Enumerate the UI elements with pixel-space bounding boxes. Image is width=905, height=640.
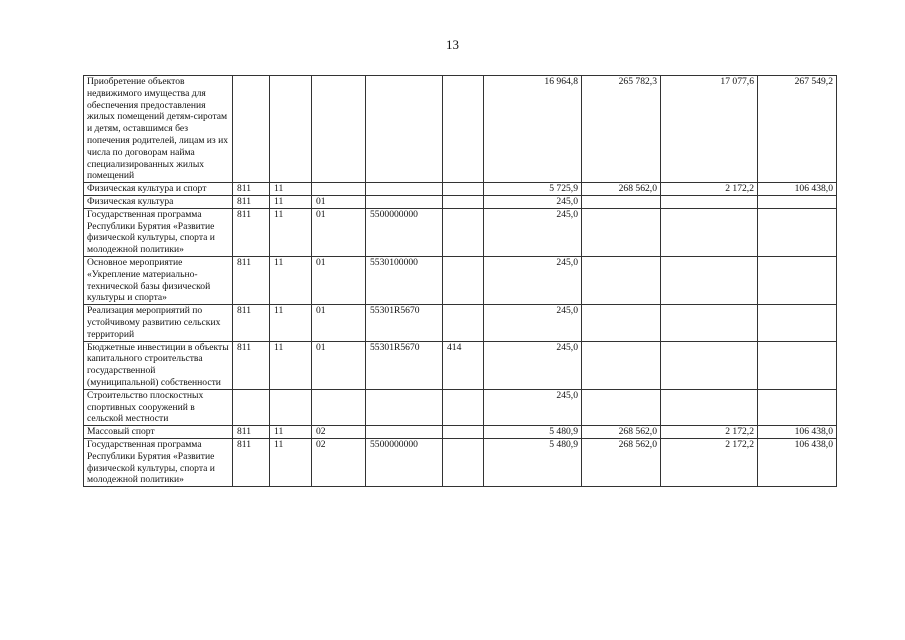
row-name-cell: Государственная программа Республики Бурятия «Развитие физической культуры, спорта и молодежной политики» <box>84 208 233 256</box>
grbs-code-cell: 811 <box>233 438 270 486</box>
amount-cell-1: 245,0 <box>484 195 582 208</box>
amount-cell-1: 16 964,8 <box>484 76 582 183</box>
grbs-code-cell: 811 <box>233 305 270 341</box>
amount-cell-4: 106 438,0 <box>758 426 837 439</box>
amount-cell-2: 268 562,0 <box>582 183 661 196</box>
amount-cell-1: 245,0 <box>484 305 582 341</box>
amount-cell-3 <box>661 256 758 304</box>
section-code-cell: 11 <box>270 438 312 486</box>
amount-cell-2 <box>582 256 661 304</box>
expense-type-cell <box>443 76 484 183</box>
table-row <box>84 389 837 425</box>
row-name-cell: Физическая культура и спорт <box>84 183 233 196</box>
amount-cell-3: 17 077,6 <box>661 76 758 183</box>
subsection-code-cell: 01 <box>312 195 366 208</box>
section-code-cell <box>270 76 312 183</box>
amount-cell-4: 106 438,0 <box>758 438 837 486</box>
grbs-code-cell: 811 <box>233 208 270 256</box>
amount-cell-4 <box>758 341 837 389</box>
table-body <box>84 76 837 487</box>
page-number: 13 <box>446 37 459 52</box>
row-name-cell: Приобретение объектов недвижимого имущества для обеспечения предоставления жилых помещений детям-сиротам и детям, оставшимся без попечения родителей, лицам из их числа по договорам найма специализированных жилых помещений <box>84 76 233 183</box>
subsection-code-cell: 01 <box>312 256 366 304</box>
table-row <box>84 305 837 341</box>
target-article-cell: 55301R5670 <box>366 341 443 389</box>
amount-cell-3 <box>661 208 758 256</box>
target-article-cell: 5530100000 <box>366 256 443 304</box>
subsection-code-cell: 02 <box>312 426 366 439</box>
expense-type-cell <box>443 438 484 486</box>
target-article-cell <box>366 183 443 196</box>
amount-cell-1: 245,0 <box>484 341 582 389</box>
row-name-cell: Реализация мероприятий по устойчивому развитию сельских территорий <box>84 305 233 341</box>
section-code-cell: 11 <box>270 426 312 439</box>
subsection-code-cell <box>312 389 366 425</box>
section-code-cell: 11 <box>270 256 312 304</box>
subsection-code-cell: 02 <box>312 438 366 486</box>
section-code-cell <box>270 389 312 425</box>
amount-cell-3 <box>661 341 758 389</box>
section-code-cell: 11 <box>270 341 312 389</box>
expense-type-cell <box>443 183 484 196</box>
amount-cell-3 <box>661 305 758 341</box>
amount-cell-4 <box>758 195 837 208</box>
target-article-cell: 5500000000 <box>366 208 443 256</box>
table-row <box>84 438 837 486</box>
table-row <box>84 256 837 304</box>
amount-cell-4 <box>758 305 837 341</box>
amount-cell-1: 5 480,9 <box>484 438 582 486</box>
amount-cell-4 <box>758 208 837 256</box>
amount-cell-2: 268 562,0 <box>582 426 661 439</box>
grbs-code-cell <box>233 76 270 183</box>
table-row <box>84 195 837 208</box>
subsection-code-cell: 01 <box>312 341 366 389</box>
amount-cell-4: 106 438,0 <box>758 183 837 196</box>
grbs-code-cell: 811 <box>233 341 270 389</box>
amount-cell-2 <box>582 389 661 425</box>
table-row <box>84 341 837 389</box>
amount-cell-2 <box>582 341 661 389</box>
amount-cell-1: 245,0 <box>484 208 582 256</box>
amount-cell-3: 2 172,2 <box>661 438 758 486</box>
expense-type-cell <box>443 426 484 439</box>
target-article-cell <box>366 426 443 439</box>
row-name-cell: Массовый спорт <box>84 426 233 439</box>
table-row <box>84 76 837 183</box>
subsection-code-cell <box>312 76 366 183</box>
section-code-cell: 11 <box>270 195 312 208</box>
amount-cell-3: 2 172,2 <box>661 183 758 196</box>
row-name-cell: Государственная программа Республики Бурятия «Развитие физической культуры, спорта и молодежной политики» <box>84 438 233 486</box>
amount-cell-1: 5 480,9 <box>484 426 582 439</box>
section-code-cell: 11 <box>270 183 312 196</box>
amount-cell-2: 268 562,0 <box>582 438 661 486</box>
expense-type-cell <box>443 389 484 425</box>
amount-cell-2 <box>582 195 661 208</box>
row-name-cell: Строительство плоскостных спортивных сооружений в сельской местности <box>84 389 233 425</box>
expense-type-cell <box>443 256 484 304</box>
target-article-cell <box>366 195 443 208</box>
expense-type-cell <box>443 208 484 256</box>
amount-cell-4: 267 549,2 <box>758 76 837 183</box>
section-code-cell: 11 <box>270 208 312 256</box>
amount-cell-2 <box>582 305 661 341</box>
budget-table <box>83 75 837 487</box>
row-name-cell: Основное мероприятие «Укрепление материально-технической базы физической культуры и спорта» <box>84 256 233 304</box>
amount-cell-1: 245,0 <box>484 256 582 304</box>
amount-cell-1: 5 725,9 <box>484 183 582 196</box>
row-name-cell: Бюджетные инвестиции в объекты капитального строительства государственной (муниципальной) собственности <box>84 341 233 389</box>
expense-type-cell <box>443 195 484 208</box>
amount-cell-4 <box>758 389 837 425</box>
amount-cell-2: 265 782,3 <box>582 76 661 183</box>
section-code-cell: 11 <box>270 305 312 341</box>
amount-cell-1: 245,0 <box>484 389 582 425</box>
table-row <box>84 208 837 256</box>
expense-type-cell: 414 <box>443 341 484 389</box>
amount-cell-3 <box>661 389 758 425</box>
target-article-cell: 55301R5670 <box>366 305 443 341</box>
table-row <box>84 183 837 196</box>
grbs-code-cell: 811 <box>233 195 270 208</box>
grbs-code-cell: 811 <box>233 426 270 439</box>
subsection-code-cell: 01 <box>312 208 366 256</box>
amount-cell-3 <box>661 195 758 208</box>
target-article-cell: 5500000000 <box>366 438 443 486</box>
grbs-code-cell <box>233 389 270 425</box>
amount-cell-4 <box>758 256 837 304</box>
expense-type-cell <box>443 305 484 341</box>
grbs-code-cell: 811 <box>233 183 270 196</box>
amount-cell-2 <box>582 208 661 256</box>
table-row <box>84 426 837 439</box>
grbs-code-cell: 811 <box>233 256 270 304</box>
subsection-code-cell <box>312 183 366 196</box>
target-article-cell <box>366 389 443 425</box>
target-article-cell <box>366 76 443 183</box>
amount-cell-3: 2 172,2 <box>661 426 758 439</box>
subsection-code-cell: 01 <box>312 305 366 341</box>
row-name-cell: Физическая культура <box>84 195 233 208</box>
